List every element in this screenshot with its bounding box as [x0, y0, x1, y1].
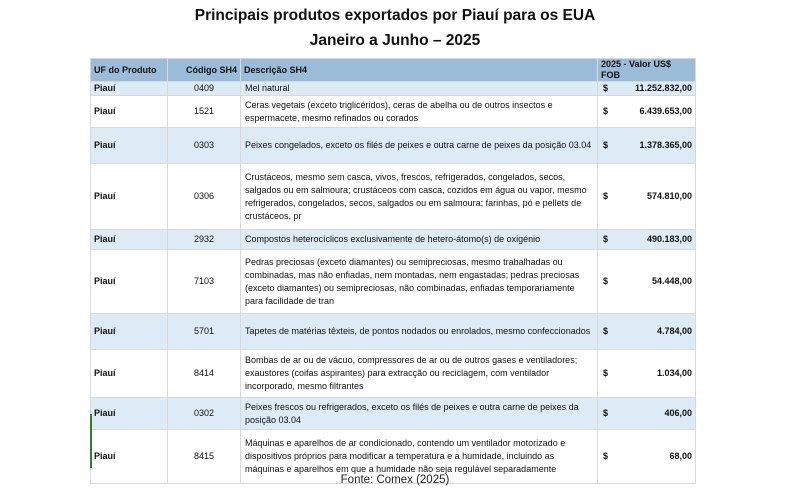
cell-value	[598, 230, 696, 250]
table-row	[91, 96, 696, 128]
value-number: 574.810,00	[646, 191, 692, 201]
cell-code: 0306	[168, 164, 241, 230]
cell-description: Peixes frescos ou refrigerados, exceto os filés de peixes e outra carne de peixes da posição 03.04	[241, 398, 598, 430]
cell-value	[598, 314, 696, 350]
currency-symbol: $	[603, 83, 609, 93]
cell-uf: Piauí	[91, 430, 168, 484]
cell-value	[598, 82, 696, 96]
table-row	[91, 128, 696, 164]
cell-description: Compostos heterocíclicos exclusivamente de hetero-átomo(s) de oxigénio	[241, 230, 598, 250]
value-number: 490.183,00	[646, 234, 692, 244]
cell-uf: Piauí	[91, 164, 168, 230]
table-row	[91, 82, 696, 96]
source-caption: Fonte: Comex (2025)	[340, 474, 450, 486]
value-number: 406,00	[664, 408, 692, 418]
header-value: 2025 - Valor US$ FOB	[598, 59, 696, 82]
cell-description: Mel natural	[241, 82, 598, 96]
table-row	[91, 164, 696, 230]
cell-description: Tapetes de matérias têxteis, de pontos nodados ou enrolados, mesmo confeccionados	[241, 314, 598, 350]
cell-value	[598, 128, 696, 164]
page-subtitle: Janeiro a Junho – 2025	[309, 32, 481, 49]
cell-description: Pedras preciosas (exceto diamantes) ou semipreciosas, mesmo trabalhadas ou combinadas, mas não enfiadas, nem montadas, nem engastadas; pedras preciosas (exceto diamantes) ou semipreciosas, não combinadas, enfiadas temporariamente para facilidade de tran	[241, 250, 598, 314]
currency-symbol: $	[603, 276, 609, 286]
cell-description: Bombas de ar ou de vácuo, compressores de ar ou de outros gases e ventiladores; exaustores (coifas aspirantes) para extracção ou reciclagem, com ventilador incorporado, mesmo filtrantes	[241, 350, 598, 398]
cell-value	[598, 398, 696, 430]
cell-code: 0302	[168, 398, 241, 430]
cell-description: Ceras vegetais (exceto triglicéridos), ceras de abelha ou de outros insectos e espermacete, mesmo refinados ou corados	[241, 96, 598, 128]
value-number: 54.448,00	[651, 276, 692, 286]
page-title: Principais produtos exportados por Piauí para os EUA	[194, 7, 596, 24]
header-code: Código SH4	[168, 59, 241, 82]
cell-value	[598, 350, 696, 398]
cell-code: 7103	[168, 250, 241, 314]
value-number: 11.252.832,00	[634, 83, 692, 93]
cell-description: Crustáceos, mesmo sem casca, vivos, frescos, refrigerados, congelados, secos, salgados ou em salmoura; crustáceos com casca, cozidos em água ou vapor, mesmo refrigerados, congelados, secos, salgados ou em salmoura; farinhas, pó e pellets de crustáceos, pr	[241, 164, 598, 230]
cell-uf: Piauí	[91, 82, 168, 96]
table-row	[91, 350, 696, 398]
cell-code: 0303	[168, 128, 241, 164]
table-row	[91, 250, 696, 314]
cell-code: 0409	[168, 82, 241, 96]
currency-symbol: $	[603, 191, 609, 201]
exports-table	[90, 58, 696, 484]
currency-symbol: $	[603, 234, 609, 244]
cell-code: 8414	[168, 350, 241, 398]
table-row	[91, 230, 696, 250]
currency-symbol: $	[603, 140, 609, 150]
cell-code: 8415	[168, 430, 241, 484]
cell-code: 1521	[168, 96, 241, 128]
header-uf: UF do Produto	[91, 59, 168, 82]
currency-symbol: $	[603, 326, 609, 336]
cell-description: Máquinas e aparelhos de ar condicionado, contendo um ventilador motorizado e dispositivos próprios para modificar a temperatura e a humidade, incluindo as máquinas e aparelhos em que a humidade não seja regulável separadamente	[241, 430, 598, 484]
cell-uf: Piauí	[91, 96, 168, 128]
cell-uf: Piauí	[91, 398, 168, 430]
table-row	[91, 398, 696, 430]
value-number: 6.439.653,00	[639, 106, 692, 116]
value-number: 4.784,00	[656, 326, 692, 336]
currency-symbol: $	[603, 408, 609, 418]
cell-value	[598, 250, 696, 314]
cell-uf: Piauí	[91, 314, 168, 350]
cell-uf: Piauí	[91, 250, 168, 314]
cell-uf: Piauí	[91, 350, 168, 398]
table-header-row	[91, 59, 696, 82]
value-number: 1.378.365,00	[639, 140, 692, 150]
cell-description: Peixes congelados, exceto os filés de peixes e outra carne de peixes da posição 03.04	[241, 128, 598, 164]
cell-uf: Piauí	[91, 128, 168, 164]
currency-symbol: $	[603, 368, 609, 378]
cell-code: 2932	[168, 230, 241, 250]
value-number: 1.034,00	[656, 368, 692, 378]
cell-code: 5701	[168, 314, 241, 350]
cell-uf: Piauí	[91, 230, 168, 250]
currency-symbol: $	[603, 451, 609, 461]
selection-edge-marker	[90, 414, 92, 468]
cell-value	[598, 164, 696, 230]
table-row	[91, 314, 696, 350]
cell-value	[598, 96, 696, 128]
value-number: 68,00	[669, 451, 692, 461]
header-description: Descrição SH4	[241, 59, 598, 82]
currency-symbol: $	[603, 106, 609, 116]
